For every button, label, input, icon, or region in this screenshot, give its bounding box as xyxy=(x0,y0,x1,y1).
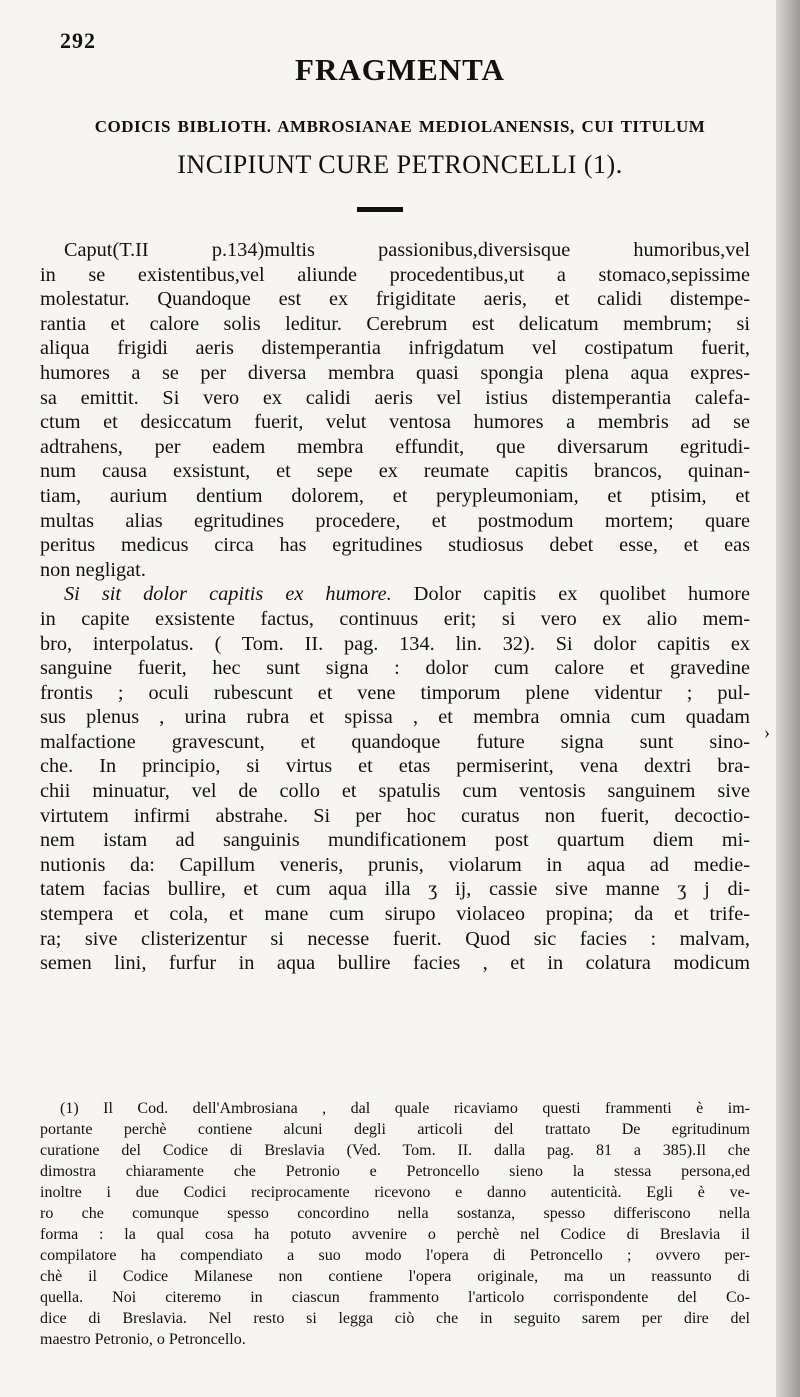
paragraph-start xyxy=(40,582,750,607)
text-line: in se existentibus,vel aliunde procedentibus,ut a stomaco,sepissime xyxy=(40,263,750,286)
text-line: aliqua frigidi aeris distemperantia infrigdatum vel costipatum fuerit, xyxy=(40,337,750,360)
page-edge xyxy=(776,0,800,1397)
text-line: nem istam ad sanguinis mundificationem post quartum diem mi- xyxy=(40,829,750,852)
main-text xyxy=(40,238,750,976)
text-line: semen lini, furfur in aqua bullire facies , et in colatura modicum xyxy=(40,952,750,975)
text-line: che. In principio, si virtus et etas permiserint, vena dextri bra- xyxy=(40,755,750,778)
text-line: stempera et cola, et mane cum sirupo violaceo propina; da et trife- xyxy=(40,903,750,926)
text-line: Caput(T.II p.134)multis passionibus,diversisque humoribus,vel xyxy=(64,239,750,261)
text-line: bro, interpolatus. ( Tom. II. pag. 134. lin. 32). Si dolor capitis ex xyxy=(40,632,750,655)
text-line: ra; sive clisterizentur si necesse fuerit. Quod sic facies : malvam, xyxy=(40,927,750,950)
paragraph-heading: Si sit dolor capitis ex humore. xyxy=(64,583,392,606)
footnote-line: dice di Breslavia. Nel resto si legga ciò che in seguito sarem per dire del xyxy=(40,1310,750,1327)
footnote-line: (1) Il Cod. dell'Ambrosiana , dal quale ricaviamo questi frammenti è im- xyxy=(60,1100,750,1117)
text-line: tatem facias bullire, et cum aqua illa ʒ ij, cassie sive manne ʒ j di- xyxy=(40,878,750,901)
text-line: malfactione gravescunt, et quandoque future signa sunt sino- xyxy=(40,730,750,753)
text-line: sanguine fuerit, hec sunt signa : dolor cum calore et gravedine xyxy=(40,657,750,680)
text-line: tiam, aurium dentium dolorem, et perypleumoniam, et ptisim, et xyxy=(40,484,750,507)
text-line: frontis ; oculi rubescunt et vene timporum plene videntur ; pul- xyxy=(40,681,750,704)
text-line: num causa exsistunt, et sepe ex reumate capitis brancos, quinan- xyxy=(40,460,750,483)
page-title: FRAGMENTA xyxy=(295,52,505,87)
footnote-line: quella. Noi citeremo in ciascun frammento l'articolo corrispondente del Co- xyxy=(40,1289,750,1306)
text-line: sa emittit. Si vero ex calidi aeris vel istius distemperantia calefa- xyxy=(40,386,750,409)
footnote-line: dimostra chiaramente che Petronio e Petroncello sieno la stessa persona,ed xyxy=(40,1163,750,1180)
text-line: humores a se per diversa membra quasi spongia plena aqua expres- xyxy=(40,361,750,384)
page-subtitle: CODICIS BIBLIOTH. AMBROSIANAE MEDIOLANENSIS, CUI TITULUM xyxy=(94,117,706,136)
footnote-line: ro che comunque spesso concordino nella sostanza, spesso differiscono nella xyxy=(40,1205,750,1222)
text-line: nutionis da: Capillum veneris, prunis, violarum in aqua ad medie- xyxy=(40,853,750,876)
text-line: sus plenus , urina rubra et spissa , et membra omnia cum quadam xyxy=(40,706,750,729)
footnote-line: compilatore ha compendiato a suo modo l'opera di Petroncello ; ovvero per- xyxy=(40,1247,750,1264)
text-line: virtutem infirmi abstrahe. Si per hoc curatus non fuerit, decoctio- xyxy=(40,804,750,827)
footnote-line: maestro Petronio, o Petroncello. xyxy=(40,1331,246,1348)
page-number: 292 xyxy=(60,28,96,53)
footnote-line: inoltre i due Codici reciprocamente ricevono e danno autenticità. Egli è ve- xyxy=(40,1184,750,1201)
footnote-line: curatione del Codice di Breslavia (Ved. Tom. II. dalla pag. 81 a 385).Il che xyxy=(40,1142,750,1159)
text-line: ctum et desiccatum fuerit, velut ventosa humores a membris ad se xyxy=(40,411,750,434)
text-line: rantia et calore solis leditur. Cerebrum est delicatum membrum; si xyxy=(40,312,750,335)
title-rule xyxy=(357,207,403,212)
footnote xyxy=(40,1098,750,1350)
footnote-line: portante perchè contiene alcuni degli articoli del trattato De egritudinum xyxy=(40,1121,750,1138)
margin-mark: › xyxy=(764,722,770,742)
section-title: INCIPIUNT CURE PETRONCELLI (1). xyxy=(177,150,623,179)
text-line: chii minuatur, vel de collo et spatulis cum ventosis sanguinem sive xyxy=(40,780,750,803)
footnote-line: forma : la qual cosa ha potuto avvenire o perchè nel Codice di Breslavia il xyxy=(40,1226,750,1243)
text-line: in capite exsistente factus, continuus erit; si vero ex alio mem- xyxy=(40,607,750,630)
text-line: peritus medicus circa has egritudines studiosus debet esse, et eas xyxy=(40,534,750,557)
text-line: adtrahens, per eadem membra effundit, que diversarum egritudi- xyxy=(40,435,750,458)
text-fragment: Dolor capitis ex quolibet humore xyxy=(391,583,750,606)
text-line: non negligat. xyxy=(40,558,146,581)
text-line: multas alias egritudines procedere, et postmodum mortem; quare xyxy=(40,509,750,532)
text-line: molestatur. Quandoque est ex frigiditate aeris, et calidi distempe- xyxy=(40,288,750,311)
footnote-line: chè il Codice Milanese non contiene l'opera originale, ma un reassunto di xyxy=(40,1268,750,1285)
